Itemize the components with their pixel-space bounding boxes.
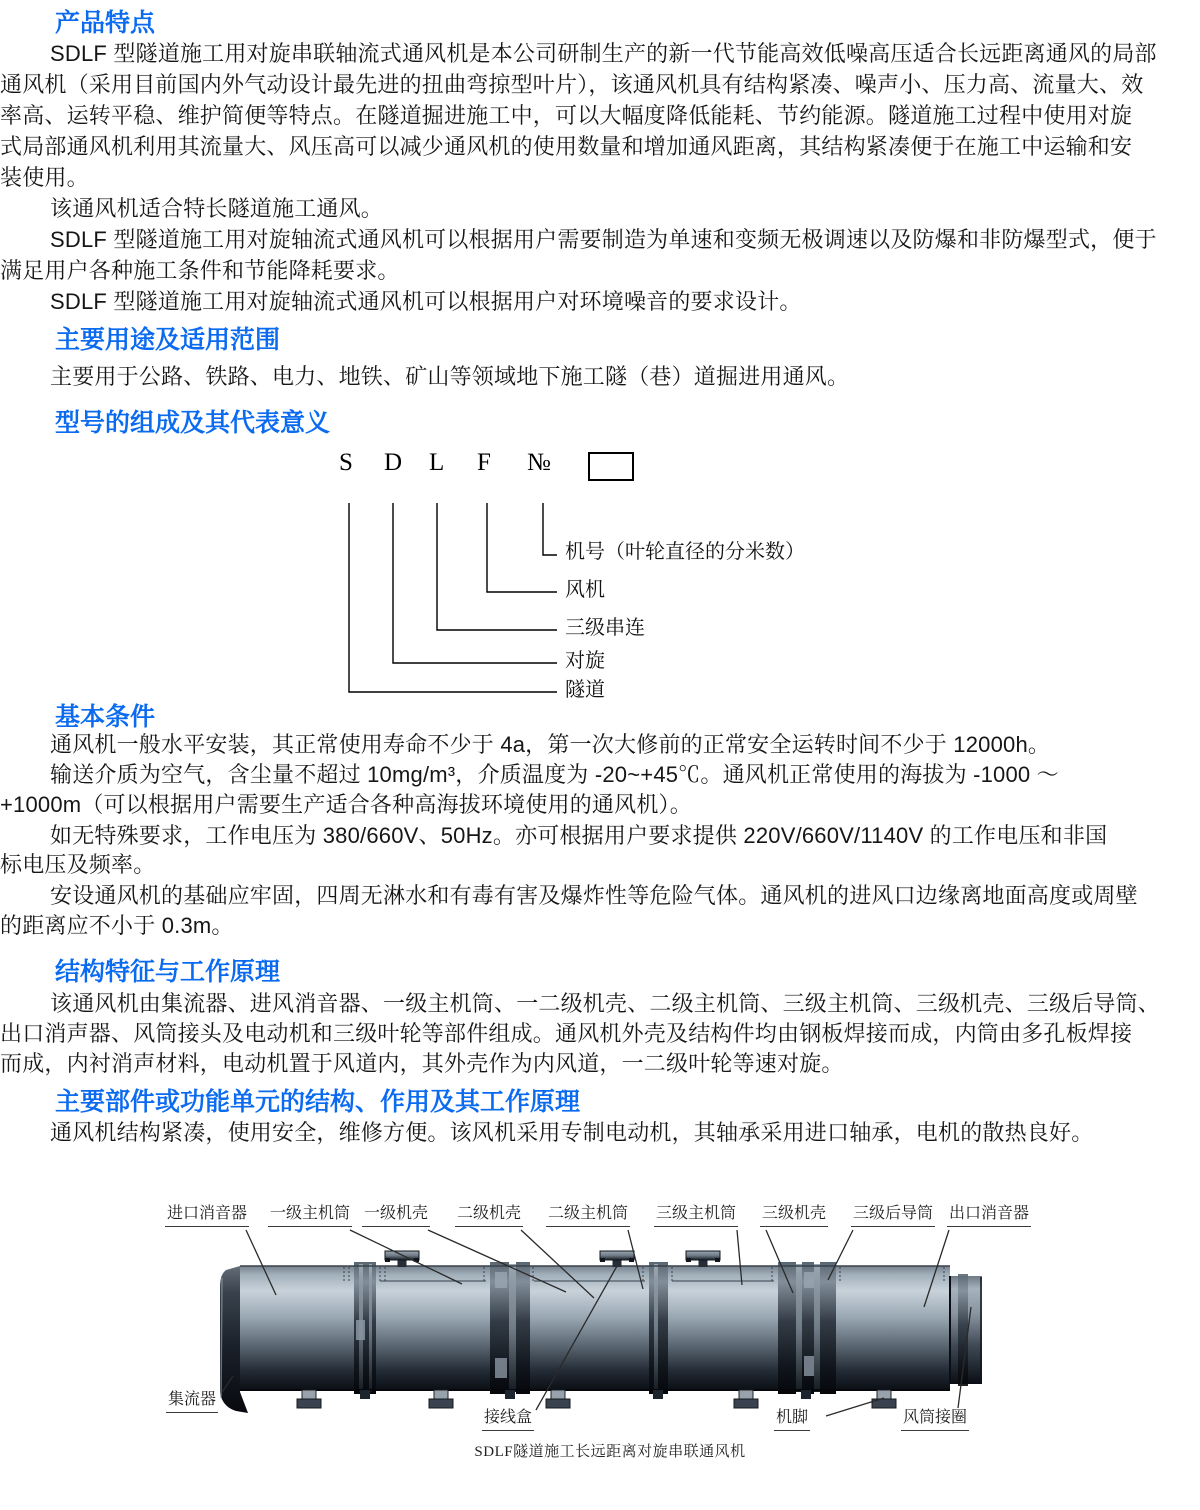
model-letter-l: L — [429, 449, 445, 476]
heading-main-components: 主要部件或功能单元的结构、作用及其工作原理 — [55, 1088, 581, 1116]
paragraph-line: 标电压及频率。 — [0, 852, 156, 877]
heading-main-uses: 主要用途及适用范围 — [55, 326, 281, 354]
paragraph-line: 该通风机由集流器、进风消音器、一级主机筒、一二级机壳、二级主机筒、三级主机筒、三级机壳、三级后导筒、 — [50, 991, 1161, 1016]
heading-product-features: 产品特点 — [55, 9, 156, 37]
paragraph-line: 满足用户各种施工条件和节能降耗要求。 — [0, 258, 400, 283]
heading-model-composition: 型号的组成及其代表意义 — [55, 409, 331, 437]
paragraph-line: 主要用于公路、铁路、电力、地铁、矿山等领域地下施工隧（巷）道掘进用通风。 — [50, 364, 850, 389]
figure-label-collector: 集流器 — [166, 1391, 218, 1413]
figure-label-stage3-barrel: 三级主机筒 — [654, 1205, 738, 1227]
junction-box — [600, 1251, 634, 1267]
paragraph-line: 式局部通风机利用其流量大、风压高可以减少通风机的使用数量和增加通风距离，其结构紧凑便于在施工中运输和安 — [0, 134, 1133, 159]
machine-foot — [429, 1390, 453, 1408]
figure-label-stage1-casing: 一级机壳 — [362, 1205, 430, 1227]
figure-caption: SDLF隧道施工长远距离对旋串联通风机 — [474, 1444, 746, 1460]
paragraph-line: 该通风机适合特长隧道施工通风。 — [50, 196, 384, 221]
figure-label-junction-box: 接线盒 — [482, 1409, 534, 1431]
figure-label-inlet-silencer: 进口消音器 — [165, 1205, 249, 1227]
model-meaning-label: 三级串连 — [565, 617, 645, 639]
figure-label-stage3-casing: 三级机壳 — [760, 1205, 828, 1227]
paragraph-line: 通风机一般水平安装，其正常使用寿命不少于 4a，第一次大修前的正常安全运转时间不少于 12000h。 — [50, 732, 1051, 757]
paragraph-line: 率高、运转平稳、维护简便等特点。在隧道掘进施工中，可以大幅度降低能耗、节约能源。隧道施工过程中使用对旋 — [0, 103, 1133, 128]
model-letter-s: S — [339, 449, 353, 476]
junction-box — [686, 1251, 720, 1267]
figure-label-stage1-barrel: 一级主机筒 — [268, 1205, 352, 1227]
paragraph-line: SDLF 型隧道施工用对旋轴流式通风机可以根据用户需要制造为单速和变频无极调速以及防爆和非防爆型式，便于 — [50, 227, 1157, 252]
paragraph-line: 通风机（采用目前国内外气动设计最先进的扭曲弯掠型叶片），该通风机具有结构紧凑、噪声小、压力高、流量大、效 — [0, 72, 1144, 97]
paragraph-line: 如无特殊要求，工作电压为 380/660V、50Hz。亦可根据用户要求提供 220V/660V/1140V 的工作电压和非国 — [50, 823, 1108, 848]
machine-foot — [297, 1390, 321, 1408]
model-letter-d: D — [384, 449, 403, 476]
figure-label-outlet-silencer: 出口消音器 — [947, 1205, 1031, 1227]
machine-foot — [546, 1390, 570, 1408]
paragraph-line: SDLF 型隧道施工用对旋轴流式通风机可以根据用户对环境噪音的要求设计。 — [50, 289, 802, 314]
model-meaning-label: 对旋 — [565, 650, 605, 672]
model-letter-f: F — [477, 449, 491, 476]
machine-foot — [872, 1390, 896, 1408]
model-letter-no: № — [527, 449, 551, 476]
figure-label-stage2-casing: 二级机壳 — [455, 1205, 523, 1227]
figure-label-foot: 机脚 — [774, 1409, 810, 1431]
model-meaning-label: 风机 — [565, 579, 605, 601]
figure-label-duct-ring: 风筒接圈 — [901, 1409, 969, 1431]
paragraph-line: +1000m（可以根据用户需要生产适合各种高海拔环境使用的通风机）。 — [0, 792, 692, 817]
paragraph-line: 装使用。 — [0, 165, 89, 190]
heading-structure-principle: 结构特征与工作原理 — [55, 958, 281, 986]
figure-label-stage3-guide: 三级后导筒 — [851, 1205, 935, 1227]
paragraph-line: 输送介质为空气，含尘量不超过 10mg/m³，介质温度为 -20~+45℃。通风机正常使用的海拔为 -1000 ～ — [50, 762, 1059, 787]
paragraph-line: 而成，内衬消声材料，电动机置于风道内，其外壳作为内风道，一二级叶轮等速对旋。 — [0, 1051, 844, 1076]
paragraph-line: 通风机结构紧凑，使用安全，维修方便。该风机采用专制电动机，其轴承采用进口轴承，电机的散热良好。 — [50, 1120, 1094, 1145]
junction-box — [385, 1251, 419, 1267]
model-meaning-label: 隧道 — [565, 679, 605, 701]
machine-foot — [734, 1390, 758, 1408]
paragraph-line: 出口消声器、风筒接头及电动机和三级叶轮等部件组成。通风机外壳及结构件均由钢板焊接而成，内筒由多孔板焊接 — [0, 1021, 1133, 1046]
paragraph-line: 的距离应不小于 0.3m。 — [0, 913, 234, 938]
figure-label-stage2-barrel: 二级主机筒 — [546, 1205, 630, 1227]
heading-basic-conditions: 基本条件 — [55, 703, 156, 731]
paragraph-line: 安设通风机的基础应牢固，四周无淋水和有毒有害及爆炸性等危险气体。通风机的进风口边缘离地面高度或周壁 — [50, 883, 1138, 908]
paragraph-line: SDLF 型隧道施工用对旋串联轴流式通风机是本公司研制生产的新一代节能高效低噪高压适合长远距离通风的局部 — [50, 41, 1157, 66]
model-meaning-label: 机号（叶轮直径的分米数） — [565, 541, 805, 563]
